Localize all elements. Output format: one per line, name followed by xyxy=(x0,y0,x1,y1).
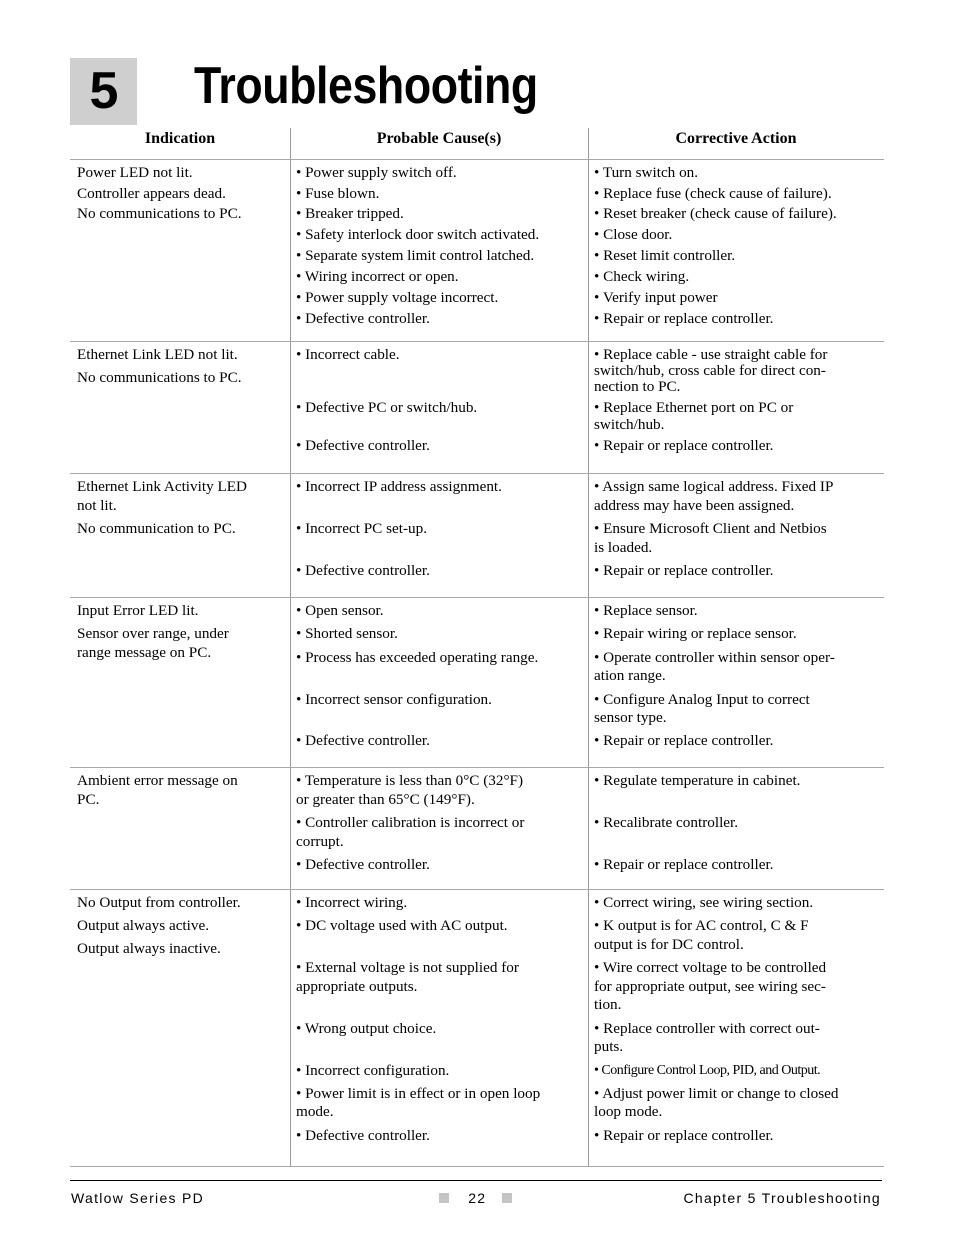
indication-text: Sensor over range, under xyxy=(77,625,229,642)
indication-text: Ethernet Link LED not lit. xyxy=(77,346,238,363)
action-item: • Turn switch on. xyxy=(594,164,699,181)
cause-item: • Open sensor. xyxy=(296,602,384,619)
action-item: • Repair or replace controller. xyxy=(594,310,774,327)
indication-text: Ambient error message on xyxy=(77,772,238,789)
cause-item: • Power supply voltage incorrect. xyxy=(296,289,499,306)
chapter-number: 5 xyxy=(70,58,137,125)
action-item: • Assign same logical address. Fixed IP xyxy=(594,478,834,495)
footer-rule xyxy=(70,1180,882,1181)
cause-item: • Wrong output choice. xyxy=(296,1020,437,1037)
indication-text: Power LED not lit. xyxy=(77,164,193,181)
action-item: • Regulate temperature in cabinet. xyxy=(594,772,801,789)
cause-item: • Power limit is in effect or in open loop xyxy=(296,1085,541,1102)
action-item: tion. xyxy=(594,996,622,1013)
action-item: output is for DC control. xyxy=(594,936,744,953)
cause-item: or greater than 65°C (149°F). xyxy=(296,791,475,808)
cause-item: • Breaker tripped. xyxy=(296,205,404,222)
column-header-causes: Probable Cause(s) xyxy=(376,130,502,147)
action-item: • Reset breaker (check cause of failure). xyxy=(594,205,837,222)
cause-item: • Fuse blown. xyxy=(296,185,380,202)
action-item: nection to PC. xyxy=(594,378,681,395)
action-item: switch/hub. xyxy=(594,416,665,433)
action-item: • Repair wiring or replace sensor. xyxy=(594,625,797,642)
cause-item: corrupt. xyxy=(296,833,344,850)
column-header-actions: Corrective Action xyxy=(675,130,797,147)
action-item: loop mode. xyxy=(594,1103,663,1120)
cause-item: • Defective controller. xyxy=(296,732,430,749)
cause-item: • DC voltage used with AC output. xyxy=(296,917,508,934)
cause-item: • Defective controller. xyxy=(296,1127,430,1144)
action-item: • Replace controller with correct out- xyxy=(594,1020,820,1037)
action-item: switch/hub, cross cable for direct con- xyxy=(594,362,826,379)
indication-text: PC. xyxy=(77,791,100,808)
action-item: • Repair or replace controller. xyxy=(594,856,774,873)
indication-text: Ethernet Link Activity LED xyxy=(77,478,247,495)
column-divider xyxy=(588,128,589,1166)
action-item: • Verify input power xyxy=(594,289,718,306)
cause-item: • Controller calibration is incorrect or xyxy=(296,814,525,831)
action-item: • Configure Analog Input to correct xyxy=(594,691,810,708)
indication-text: No communication to PC. xyxy=(77,520,236,537)
indication-text: Output always active. xyxy=(77,917,210,934)
action-item: • Replace Ethernet port on PC or xyxy=(594,399,794,416)
cause-item: • Incorrect sensor configuration. xyxy=(296,691,492,708)
cause-item: mode. xyxy=(296,1103,334,1120)
footer-product: Watlow Series PD xyxy=(71,1190,205,1206)
row-divider xyxy=(70,889,884,890)
cause-item: appropriate outputs. xyxy=(296,978,418,995)
action-item: • Repair or replace controller. xyxy=(594,732,774,749)
page-number: 22 xyxy=(468,1190,487,1206)
action-item: ation range. xyxy=(594,667,666,684)
cause-item: • Safety interlock door switch activated. xyxy=(296,226,540,243)
cause-item: • Incorrect cable. xyxy=(296,346,400,363)
cause-item: • Wiring incorrect or open. xyxy=(296,268,459,285)
action-item: • Operate controller within sensor oper- xyxy=(594,649,835,666)
action-item: • Reset limit controller. xyxy=(594,247,736,264)
row-divider xyxy=(70,767,884,768)
header-rule xyxy=(70,159,884,160)
footer-chapter: Chapter 5 Troubleshooting xyxy=(683,1190,881,1206)
indication-text: No communications to PC. xyxy=(77,205,242,222)
cause-item: • Defective controller. xyxy=(296,562,430,579)
action-item: • Replace sensor. xyxy=(594,602,698,619)
row-divider xyxy=(70,473,884,474)
action-item: puts. xyxy=(594,1038,624,1055)
table-bottom-rule xyxy=(70,1166,884,1167)
footer-page-number xyxy=(439,1188,512,1208)
column-divider xyxy=(290,128,291,1166)
indication-text: No Output from controller. xyxy=(77,894,241,911)
action-item: • Repair or replace controller. xyxy=(594,437,774,454)
action-item: for appropriate output, see wiring sec- xyxy=(594,978,826,995)
indication-text: Output always inactive. xyxy=(77,940,221,957)
cause-item: • Defective controller. xyxy=(296,437,430,454)
action-item: address may have been assigned. xyxy=(594,497,795,514)
action-item: • Recalibrate controller. xyxy=(594,814,739,831)
square-bullet-icon xyxy=(439,1193,449,1203)
action-item: • Replace cable - use straight cable for xyxy=(594,346,828,363)
action-item: • K output is for AC control, C & F xyxy=(594,917,809,934)
indication-text: No communications to PC. xyxy=(77,369,242,386)
column-header-indication: Indication xyxy=(144,130,216,147)
cause-item: • Defective controller. xyxy=(296,310,430,327)
square-bullet-icon xyxy=(502,1193,512,1203)
cause-item: • Incorrect PC set-up. xyxy=(296,520,427,537)
indication-text: not lit. xyxy=(77,497,117,514)
cause-item: • Process has exceeded operating range. xyxy=(296,649,539,666)
indication-text: range message on PC. xyxy=(77,644,212,661)
action-item: is loaded. xyxy=(594,539,653,556)
action-item: • Replace fuse (check cause of failure). xyxy=(594,185,832,202)
action-item: • Check wiring. xyxy=(594,268,690,285)
action-item: • Repair or replace controller. xyxy=(594,562,774,579)
cause-item: • Shorted sensor. xyxy=(296,625,398,642)
cause-item: • Power supply switch off. xyxy=(296,164,457,181)
row-divider xyxy=(70,597,884,598)
action-item: • Repair or replace controller. xyxy=(594,1127,774,1144)
indication-text: Input Error LED lit. xyxy=(77,602,199,619)
cause-item: • External voltage is not supplied for xyxy=(296,959,519,976)
indication-text: Controller appears dead. xyxy=(77,185,226,202)
cause-item: • Defective PC or switch/hub. xyxy=(296,399,478,416)
action-item: sensor type. xyxy=(594,709,667,726)
cause-item: • Separate system limit control latched. xyxy=(296,247,535,264)
action-item: • Ensure Microsoft Client and Netbios xyxy=(594,520,827,537)
page-title: Troubleshooting xyxy=(194,57,538,115)
action-item: • Correct wiring, see wiring section. xyxy=(594,894,814,911)
action-item: • Wire correct voltage to be controlled xyxy=(594,959,827,976)
action-item: • Close door. xyxy=(594,226,673,243)
cause-item: • Incorrect IP address assignment. xyxy=(296,478,502,495)
row-divider xyxy=(70,341,884,342)
action-item: • Adjust power limit or change to closed xyxy=(594,1085,839,1102)
action-item: • Configure Control Loop, PID, and Output. xyxy=(594,1063,821,1078)
cause-item: • Defective controller. xyxy=(296,856,430,873)
cause-item: • Incorrect wiring. xyxy=(296,894,408,911)
cause-item: • Incorrect configuration. xyxy=(296,1062,450,1079)
cause-item: • Temperature is less than 0°C (32°F) xyxy=(296,772,524,789)
